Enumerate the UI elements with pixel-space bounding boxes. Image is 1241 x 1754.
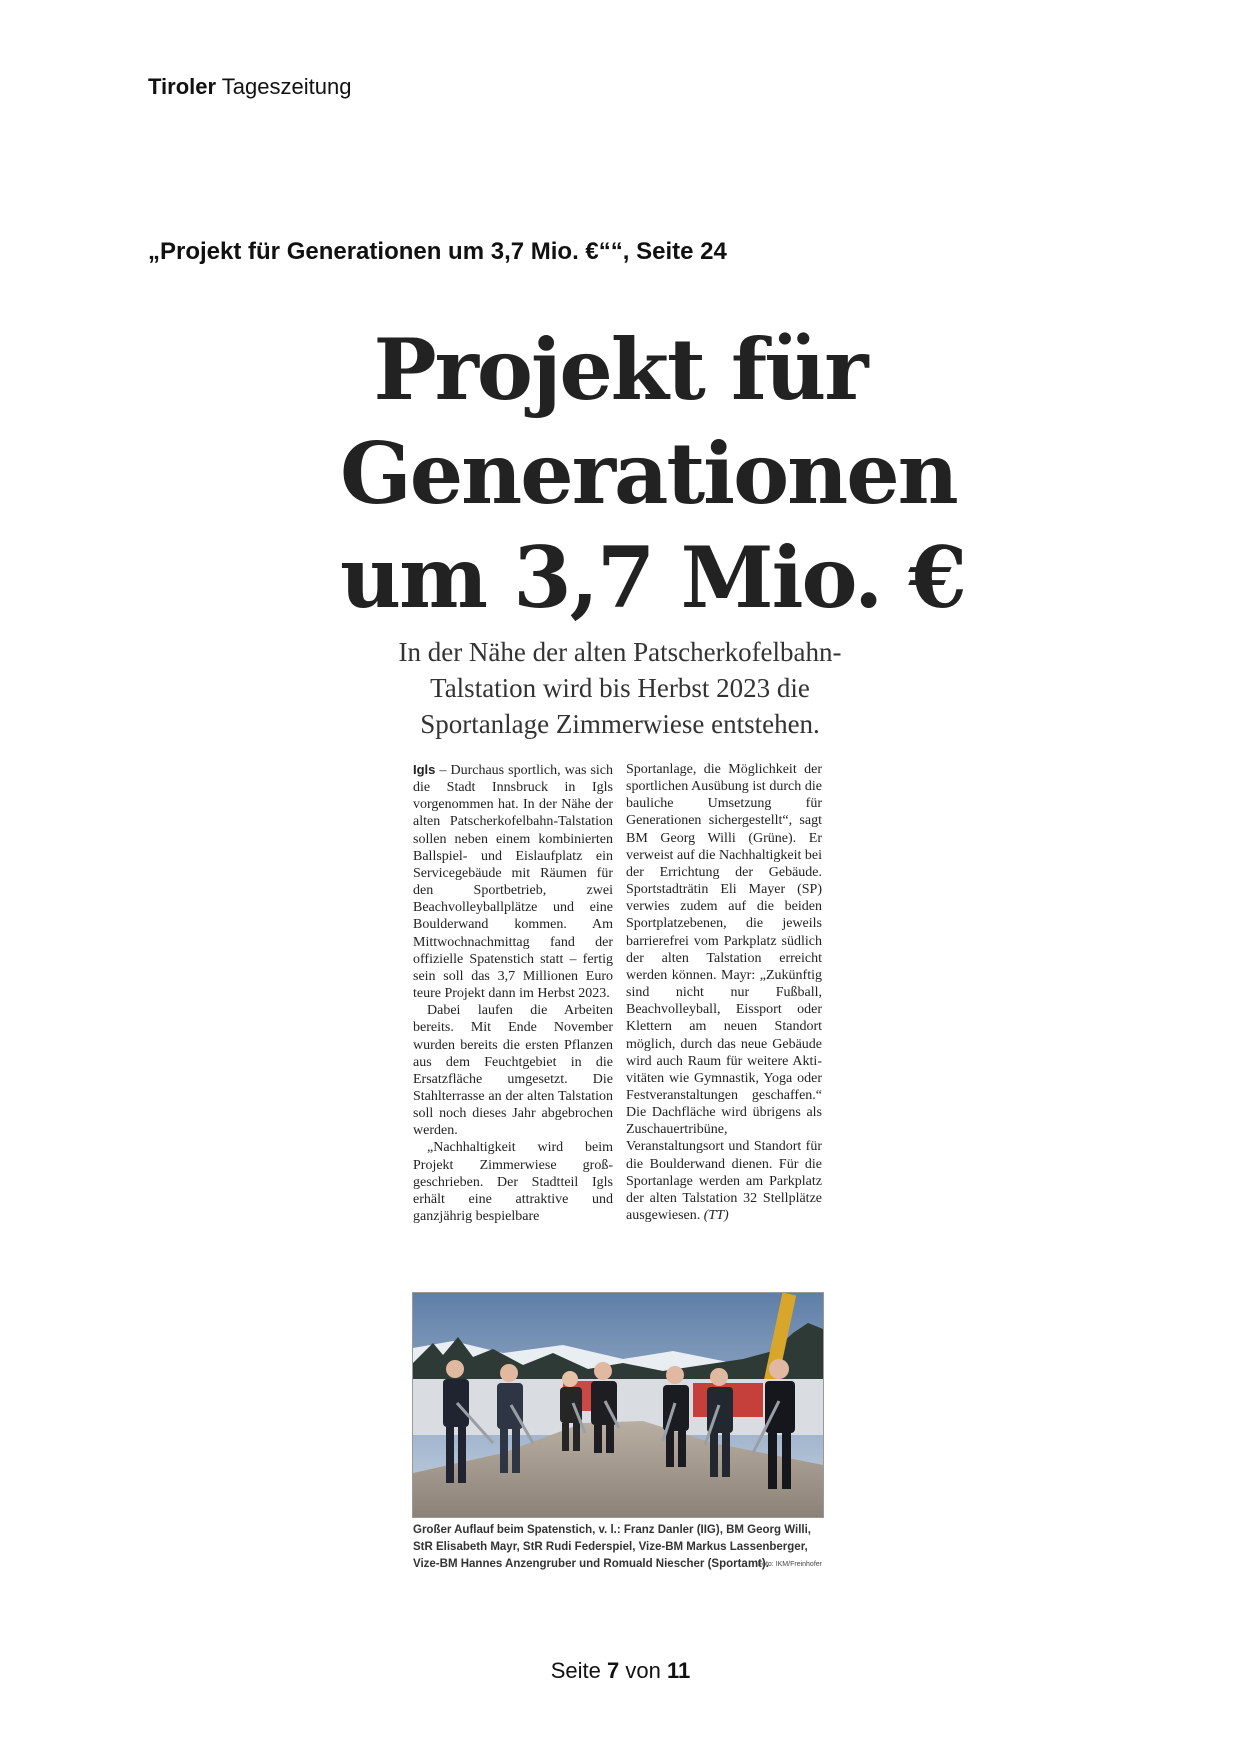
article-column-right (626, 761, 822, 1224)
publication-name (148, 74, 351, 100)
article-paragraph-2: Dabei laufen die Arbeiten bereits. Mit Ende November wurden bereits die ersten Pflanzen aus dem Feuchtgebiet in die Ersatzfläche umgesetzt. Die Stahlterrasse an der alten Talstation soll noch dieses Jahr abgebrochen werden. (413, 1003, 613, 1139)
headline-line-3: um 3,7 Mio. € (340, 528, 965, 627)
headline-line-2: Generationen (340, 424, 957, 523)
article-right-text: Sportanlage, die Möglichkeit der sportlichen Ausübung ist durch die bauliche Umsetzung für Generationen sichergestellt“, sagt BM Georg Willi (Grüne). Er verweist auf die Nachhaltigkeit bei der Errichtung der Gebäude. Sportstadträtin Eli Mayer (SP) verwies zudem auf die beiden Sportplatzebenen, die jeweils barrierefrei vom Parkplatz südlich der alten Talstation erreicht werden können. Mayr: „Zukünftig sind nicht nur Fußball, Beachvolleyball, Eissport oder Klettern am neuen Standort möglich, durch das neue Gebäude wird auch Raum für weitere Aktivitäten wie Gymnastik, Yoga oder Festveranstaltungen geschaffen.“ Die Dachfläche wird übrigens als Zuschauertribüne, Veranstaltungsort und Standort für die Boulderwand dienen. Für die Sportanlage werden am Parkplatz der alten Talstation 32 Stellplätze ausgewiesen. (626, 762, 822, 1224)
author-signature: (TT) (703, 1208, 729, 1224)
publication-name-bold: Tiroler (148, 74, 217, 99)
article-column-left (413, 761, 613, 1225)
subheadline (360, 634, 880, 742)
page-number (0, 1658, 1241, 1684)
article-paragraph-3: „Nachhaltigkeit wird beim Projekt Zimmerwiese großgeschrieben. Der Stadtteil Igls erhält eine attraktive und ganzjährig bespielbare (413, 1140, 613, 1225)
page-total: 11 (667, 1658, 691, 1683)
article-paragraph-1-text: – Durchaus sportlich, was sich die Stadt Innsbruck in Igls vorgenommen hat. In der Nähe der alten Patscherkofelbahn-Talstation sollen neben einem kombinierten Ballspiel- und Eislaufplatz ein Servicegebäude mit Räumen für den Sportbetrieb, zwei Beachvolleyballplätze und eine Boulderwand kommen. Am Mittwochnachmittag fand der offizielle Spatenstich statt – fertig sein soll das 3,7 Millionen Euro teure Projekt dann im Herbst 2023. (413, 763, 614, 1002)
article-reference: „Projekt für Generationen um 3,7 Mio. €““, Seite 24 (148, 238, 727, 265)
photo-credit: Foto: IKM/Freinhofer (757, 1561, 822, 1568)
subheadline-line-1: In der Nähe der alten Patscherkofelbahn- (398, 637, 842, 667)
headline-line-1: Projekt für (373, 320, 867, 419)
article-paragraph-1 (413, 761, 613, 1002)
dateline: Igls (413, 762, 436, 777)
page-middle: von (625, 1658, 661, 1683)
page-prefix: Seite (550, 1658, 601, 1683)
headline (340, 318, 965, 630)
page-current: 7 (607, 1658, 620, 1683)
groundbreaking-photo (412, 1292, 824, 1518)
publication-name-regular: Tageszeitung (221, 74, 352, 99)
photo-caption: Großer Auflauf beim Spatenstich, v. l.: Franz Danler (IIG), BM Georg Willi, StR Elisabeth Mayr, StR Rudi Federspiel, Vize-BM Markus Lassenberger, Vize-BM Hannes Anzengruber und Romuald Niescher (Sportamt). (413, 1524, 811, 1570)
photo-illustration (413, 1293, 823, 1517)
subheadline-line-3: Sportanlage Zimmerwiese entstehen. (420, 709, 820, 739)
article-paragraph-3-continued (626, 761, 822, 1224)
subheadline-line-2: Talstation wird bis Herbst 2023 die (430, 673, 810, 703)
